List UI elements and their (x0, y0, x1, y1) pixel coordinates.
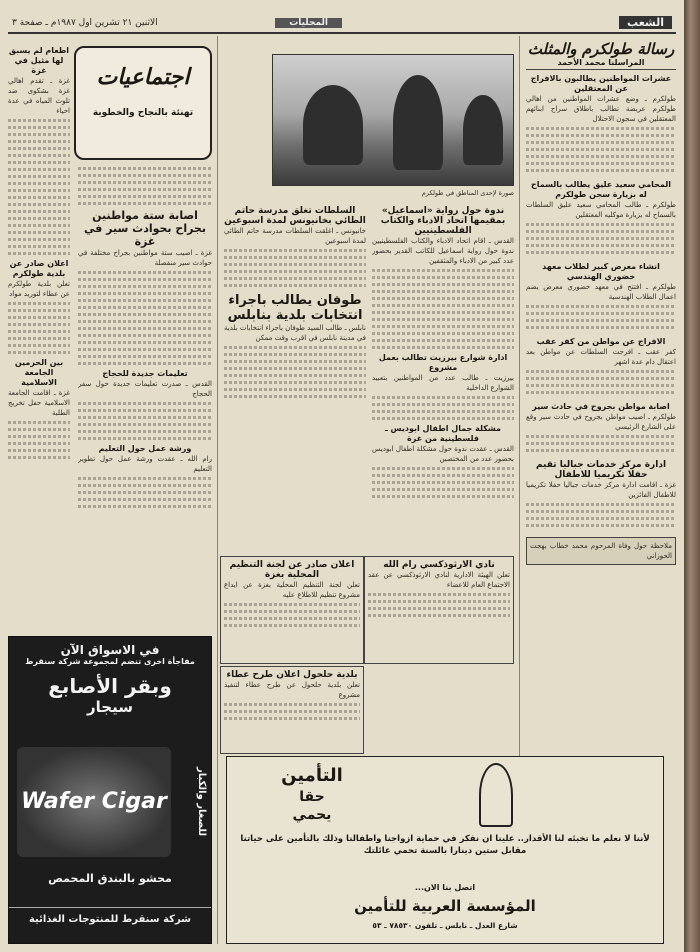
column-divider (217, 36, 218, 944)
article-headline: تعليمات جديدة للحجاج (102, 369, 188, 378)
date-line: الاثنين ٢١ تشرين اول ١٩٨٧م ـ صفحة ٣ (12, 18, 158, 28)
article-body: رام الله ـ عقدت ورشة عمل حول تطوير التعليم (78, 455, 212, 473)
article-headline: ندوة حول رواية «اسماعيل» بمقيمها اتحاد الادباء والكتاب الفلسطينيين (380, 206, 506, 236)
photo-caption: صورة لإحدى المناطق في طولكرم (421, 189, 514, 197)
article-body: غزة ـ اقامت الجامعة الاسلامية حفل تخريج الطلبة (8, 389, 70, 417)
article-body: كفر عقب ـ افرجت السلطات عن مواطن بعد اعتقال دام عدة اشهر (526, 348, 676, 366)
notice-body: تعلن لجنة التنظيم المحلية بغزة عن ايداع مشروع تنظيم للاطلاع عليه (224, 581, 360, 599)
article-headline: الافراج عن مواطن من كفر عقب (536, 337, 666, 346)
ad-product-name: Wafer Cigar (21, 789, 167, 814)
notice-box (364, 556, 514, 664)
notice-body: تعلن بلدية حلحول عن طرح عطاء لتنفيذ مشروع (224, 681, 360, 699)
article-headline: السلطات تغلق مدرسة حاتم الطائي بخانيونس لمدة اسبوعين (224, 206, 366, 226)
article (526, 180, 676, 258)
notice-box (220, 666, 364, 754)
article-body: نابلس ـ طالب السيد طوفان باجراء انتخابات بلدية في مدينة نابلس في اقرب وقت ممكن (224, 324, 366, 342)
notice-title: نادي الارثوذكسي رام الله (383, 560, 495, 570)
notice-title: اعلان صادر عن لجنة التنظيم المحلية بغزة (229, 560, 355, 580)
article-body: بيرزيت ـ طالب عدد من المواطنين بتعبيد الشوارع الداخلية (372, 374, 514, 392)
article-body: طولكرم ـ طالب المحامي سعيد عليق السلطات بالسماح له بزيارة موكليه المعتقلين (526, 201, 676, 219)
ad-top-line: في الاسواق الآن (60, 643, 160, 657)
article-headline: انشاء معرض كبير لطلاب معهد خضوري الهندسي (542, 262, 660, 281)
ad-slogan: وبقر الأصابع (48, 674, 172, 698)
article-body: القدس ـ عقدت ندوة حول مشكلة اطفال ابوديس بحضور عدد من المختصين (372, 445, 514, 463)
article (526, 402, 676, 456)
article-headline: اصابة ستة مواطنين بجراح بحوادث سير في غزة (84, 209, 206, 248)
article (526, 460, 676, 531)
article (526, 262, 676, 333)
article-headline-large: طوفان يطالب باجراء انتخابات بلدية بنابلس (227, 293, 363, 323)
article (526, 337, 676, 398)
insurance-line1: حقا (299, 789, 325, 805)
article-headline: ورشة عمل حول التعليم (98, 444, 192, 453)
notice-body: تعلن الهيئة الادارية لنادي الارثوذكسي عن عقد الاجتماع العام للاعضاء (368, 571, 510, 589)
column-right-byline: المراسلنا محمد الأحمد (526, 58, 676, 70)
column-right-title: رسالة طولكرم والمثلث (527, 40, 675, 58)
ad-bottom-line: محشو بالبندق المحمص (48, 872, 172, 885)
article-body: طولكرم ـ افتتح في معهد خضوري معرض يضم اعمال الطلاب الهندسية (526, 283, 676, 301)
cigar-product-image (17, 747, 171, 857)
article (526, 74, 676, 176)
insurance-contact: اتصل بنا الان... (414, 883, 476, 892)
article (372, 206, 514, 502)
book-binding (684, 0, 700, 952)
article-headline: اصابة مواطن بجروح في حادث سير (532, 402, 670, 411)
ad-side-text: للصغار والكبار (196, 767, 207, 837)
article-body: غزة ـ اقامت ادارة مركز خدمات جباليا حفلا تكريميا للاطفال الفائزين (526, 481, 676, 499)
article-headline: المحامي سعيد عليق يطالب بالسماح له بزيارة سجن طولكرم (530, 180, 672, 199)
social-banner-title: اجتماعيات (96, 65, 190, 90)
masthead-bar (8, 18, 676, 34)
news-photo (272, 54, 514, 186)
article-headline: عشرات المواطنين يطالبون بالافراج عن المعتقلين (530, 74, 672, 93)
article-body: خانيونس ـ اغلقت السلطات مدرسة حاتم الطائي لمدة اسبوعين (224, 227, 366, 245)
insurance-address: شارع العدل ـ نابلس ـ تلفون ٧٨٥٣٠ ـ ٥٣ (372, 921, 518, 930)
article-body: غزة ـ تقدم اهالي غزة بشكوى ضد تلوث المياه في عدة احياء (8, 77, 70, 115)
paper-logo: الشعب (619, 16, 672, 29)
ad-brand: سيجار (87, 698, 133, 716)
insurance-title: التأمين (281, 765, 343, 786)
article-headline: ادارة شوارع بيرزيت تطالب بعمل مشروع (378, 353, 508, 372)
article-body: تعلن بلدية طولكرم عن عطاء لتوريد مواد (8, 280, 70, 298)
article-body: القدس ـ صدرت تعليمات جديدة حول سفر الحجاج (78, 380, 212, 398)
obituary-notice (526, 537, 676, 565)
insurance-body: لأننا لا نعلم ما تخبئه لنا الأقدار.. علينا ان نفكر في حماية ازواجنا واطفالنا وذلك بالتأمين على حياتنا مقابل ستين دينارا بالسنة تحمي عائلتك (240, 834, 650, 856)
article-body: طولكرم ـ اصيب مواطن بجروح في حادث سير وقع على الشارع الرئيسي (526, 413, 676, 431)
wafer-cigar-ad (8, 636, 212, 944)
article-headline: مشكلة جمال اطفال ابوديس ـ فلسطينية من غزة (385, 424, 501, 443)
social-banner (74, 46, 212, 160)
article (78, 164, 212, 512)
section-title: المحليات (275, 18, 342, 28)
ad-company: شركة سنقرط للمنتوجات الغذائية (9, 907, 211, 925)
notice-title: بلدية حلحول اعلان طرح عطاء (226, 670, 358, 680)
notice-box (220, 556, 364, 664)
article-body: القدس ـ اقام اتحاد الادباء والكتاب الفلسطينيين ندوة حول رواية اسماعيل للكاتب القدير بحضور عدد كبير من الادباء والمثقفين (372, 237, 514, 265)
article-headline: اعلان صادر عن بلدية طولكرم (9, 259, 69, 278)
flame-logo-icon (479, 763, 513, 827)
social-banner-subtitle: تهنئة بالنجاح والخطوبة (92, 108, 194, 118)
article-headline: ادارة مركز خدمات جباليا تقيم حفلا تكريميا للاطفال (535, 460, 667, 480)
insurance-ad (226, 756, 664, 944)
column-left (8, 36, 212, 944)
insurance-line2: يحمي (292, 807, 332, 823)
article-body: غزة ـ اصيب ستة مواطنين بجراح مختلفة في حوادث سير منفصلة (78, 249, 212, 267)
article (224, 206, 366, 402)
insurance-company: المؤسسة العربية للتأمين (354, 897, 536, 915)
article (8, 46, 70, 463)
article-body: طولكرم ـ وضع عشرات المواطنين من اهالي طولكرم عريضة تطالب باطلاق سراح ابنائهم المعتقلين في سجون الاحتلال (526, 95, 676, 123)
article-headline: بين الحرمين الجامعة الاسلامية (14, 358, 64, 387)
ad-subline: مفاجأة اخرى تنضم لمجموعة شركة سنقرط (25, 657, 195, 666)
notice-text: ملاحظة حول وفاة المرحوم محمد خطاب بهجت الحوزاني (530, 542, 672, 560)
article-headline: اطعام لم يسبق لها مثيل في غزة (8, 46, 70, 75)
